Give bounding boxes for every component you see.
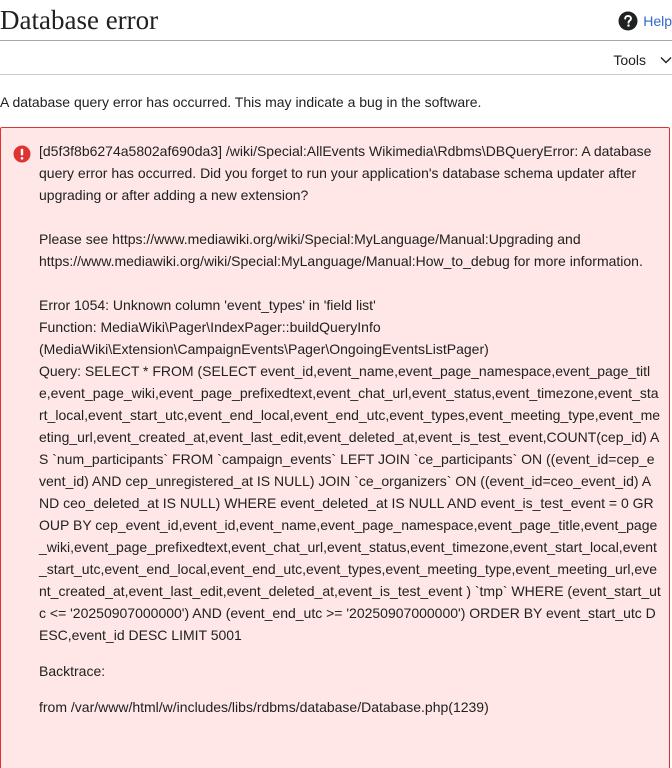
error-code-line: Error 1054: Unknown column 'event_types' in 'field list' — [39, 297, 376, 313]
error-please-see: Please see https://www.mediawiki.org/wiki/Special:MyLanguage/Manual:Upgrading and https://www.mediawiki.org/wiki/Special:MyLanguage/Manual:How_to_debug for more information. — [39, 231, 643, 269]
help-label: Help — [643, 13, 672, 29]
error-icon — [13, 145, 31, 163]
chevron-down-icon — [660, 56, 672, 64]
error-query — [39, 360, 661, 646]
error-details — [39, 140, 661, 718]
query-label: Query: — [39, 363, 82, 379]
intro-message: A database query error has occurred. This may indicate a bug in the software. — [0, 94, 482, 110]
title-bar — [0, 0, 672, 41]
page-title: Database error — [0, 5, 159, 35]
help-link[interactable] — [618, 11, 672, 31]
tools-dropdown[interactable] — [613, 52, 672, 68]
query-text: SELECT * FROM (SELECT event_id,event_name,event_page_namespace,event_page_title,event_page_wiki,event_page_prefixedtext,event_chat_url,event_status,event_timezone,event_start_local,event_start_utc,event_end_local,event_end_utc,event_types,event_meeting_type,event_meeting_url,event_created_at,event_last_edit,event_deleted_at,event_is_test_event,COUNT(cep_id) AS `num_participants` FROM `campaign_events` LEFT JOIN `ce_participants` ON ((event_id=cep_event_id) AND cep_unregistered_at IS NULL) JOIN `ce_organizers` ON ((event_id=ceo_event_id) AND ceo_deleted_at IS NULL) WHERE event_deleted_at IS NULL AND event_is_test_event = 0 GROUP BY cep_event_id,event_id,event_name,event_page_namespace,event_page_title,event_page_wiki,event_page_prefixedtext,event_chat_url,event_status,event_timezone,event_start_local,event_start_utc,event_end_local,event_end_utc,event_types,event_meeting_type,event_meeting_url,event_created_at,event_last_edit,event_deleted_at,event_is_test_event ) `tmp` WHERE (event_start_utc <= '20250907000000') AND (event_end_utc >= '20250907000000') ORDER BY event_start_utc DESC,event_id DESC LIMIT 5001 — [39, 363, 661, 643]
backtrace-label: Backtrace: — [39, 663, 106, 679]
tools-label: Tools — [613, 52, 646, 68]
error-message-box — [0, 127, 670, 768]
help-icon — [618, 11, 638, 31]
error-summary: [d5f3f8b6274a5802af690da3] /wiki/Special:AllEvents Wikimedia\Rdbms\DBQueryError: A database query error has occurred. Did you forget to run your application's database schema updater after upgrading or after adding a new extension? — [39, 143, 652, 203]
page-toolbar — [0, 41, 672, 75]
backtrace-line: from /var/www/html/w/includes/libs/rdbms/database/Database.php(1239) — [39, 699, 489, 715]
error-function-line: Function: MediaWiki\Pager\IndexPager::buildQueryInfo (MediaWiki\Extension\CampaignEvents\Pager\OngoingEventsListPager) — [39, 319, 489, 357]
